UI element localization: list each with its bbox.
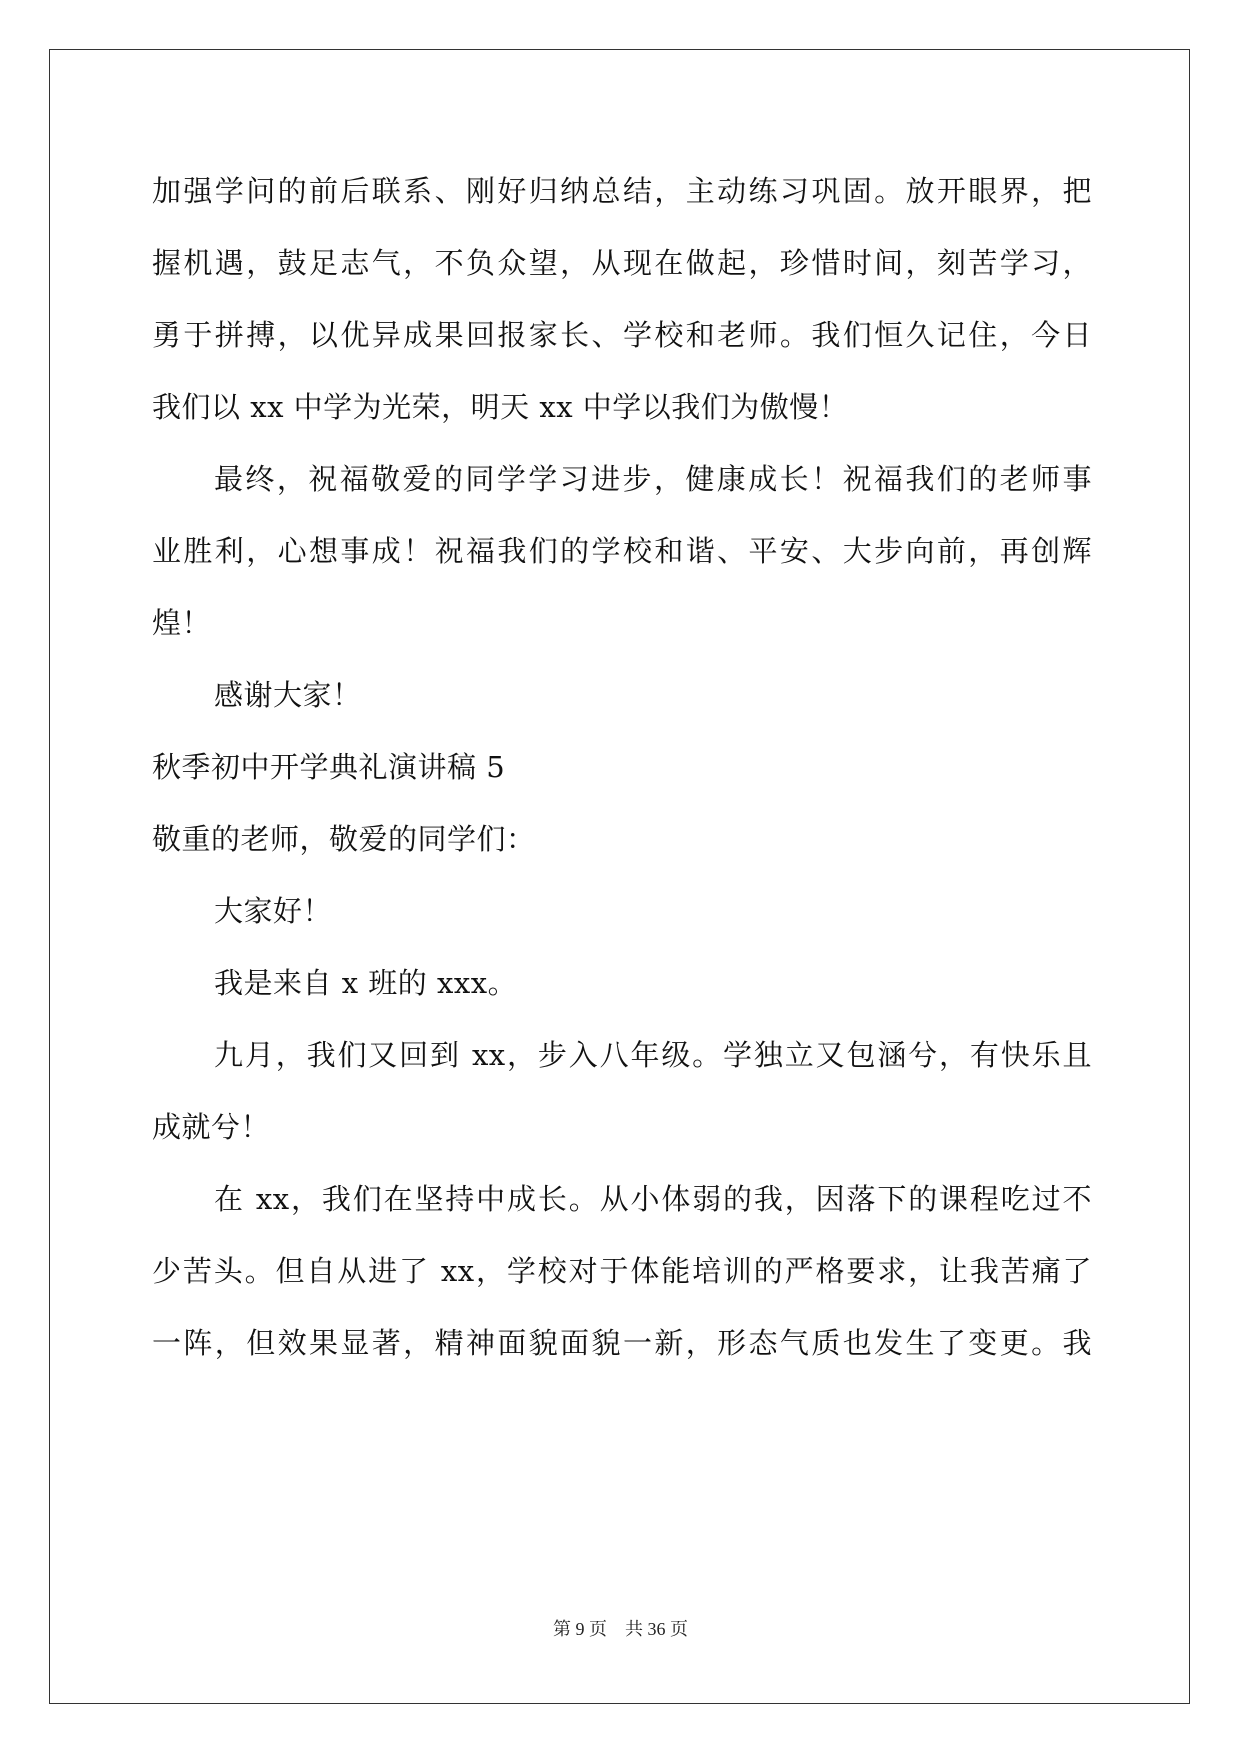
- salutation: 敬重的老师，敬爱的同学们：: [152, 822, 536, 856]
- body-line: 加强学问的前后联系、刚好归纳总结，主动练习巩固。放开眼界，把: [152, 174, 1092, 208]
- body-line: 在 xx，我们在坚持中成长。从小体弱的我，因落下的课程吃过不: [214, 1182, 1092, 1216]
- body-line: 我们以 xx 中学为光荣，明天 xx 中学以我们为傲慢！: [152, 390, 849, 424]
- body-line: 业胜利，心想事成！祝福我们的学校和谐、平安、大步向前，再创辉: [152, 534, 1092, 568]
- body-line: 一阵，但效果显著，精神面貌面貌一新，形态气质也发生了变更。我: [152, 1326, 1092, 1360]
- section-title: 秋季初中开学典礼演讲稿 5: [152, 750, 506, 784]
- body-line: 成就兮！: [152, 1110, 271, 1144]
- body-line: 少苦头。但自从进了 xx，学校对于体能培训的严格要求，让我苦痛了: [152, 1254, 1092, 1288]
- body-line: 煌！: [152, 606, 212, 640]
- body-line: 最终，祝福敬爱的同学学习进步，健康成长！祝福我们的老师事: [214, 462, 1092, 496]
- body-line: 九月，我们又回到 xx，步入八年级。学独立又包涵兮，有快乐且: [214, 1038, 1092, 1072]
- page-footer: [0, 1617, 1241, 1641]
- body-line: 感谢大家！: [214, 678, 362, 712]
- body-line: 大家好！: [214, 894, 333, 928]
- body-line: 勇于拼搏，以优异成果回报家长、学校和老师。我们恒久记住，今日: [152, 318, 1092, 352]
- body-line: 我是来自 x 班的 xxx。: [214, 966, 518, 1000]
- page-number: 第 9 页: [553, 1619, 607, 1639]
- page-total: 共 36 页: [625, 1619, 688, 1639]
- body-line: 握机遇，鼓足志气，不负众望，从现在做起，珍惜时间，刻苦学习，: [152, 246, 1092, 280]
- page-frame: [49, 49, 1190, 1704]
